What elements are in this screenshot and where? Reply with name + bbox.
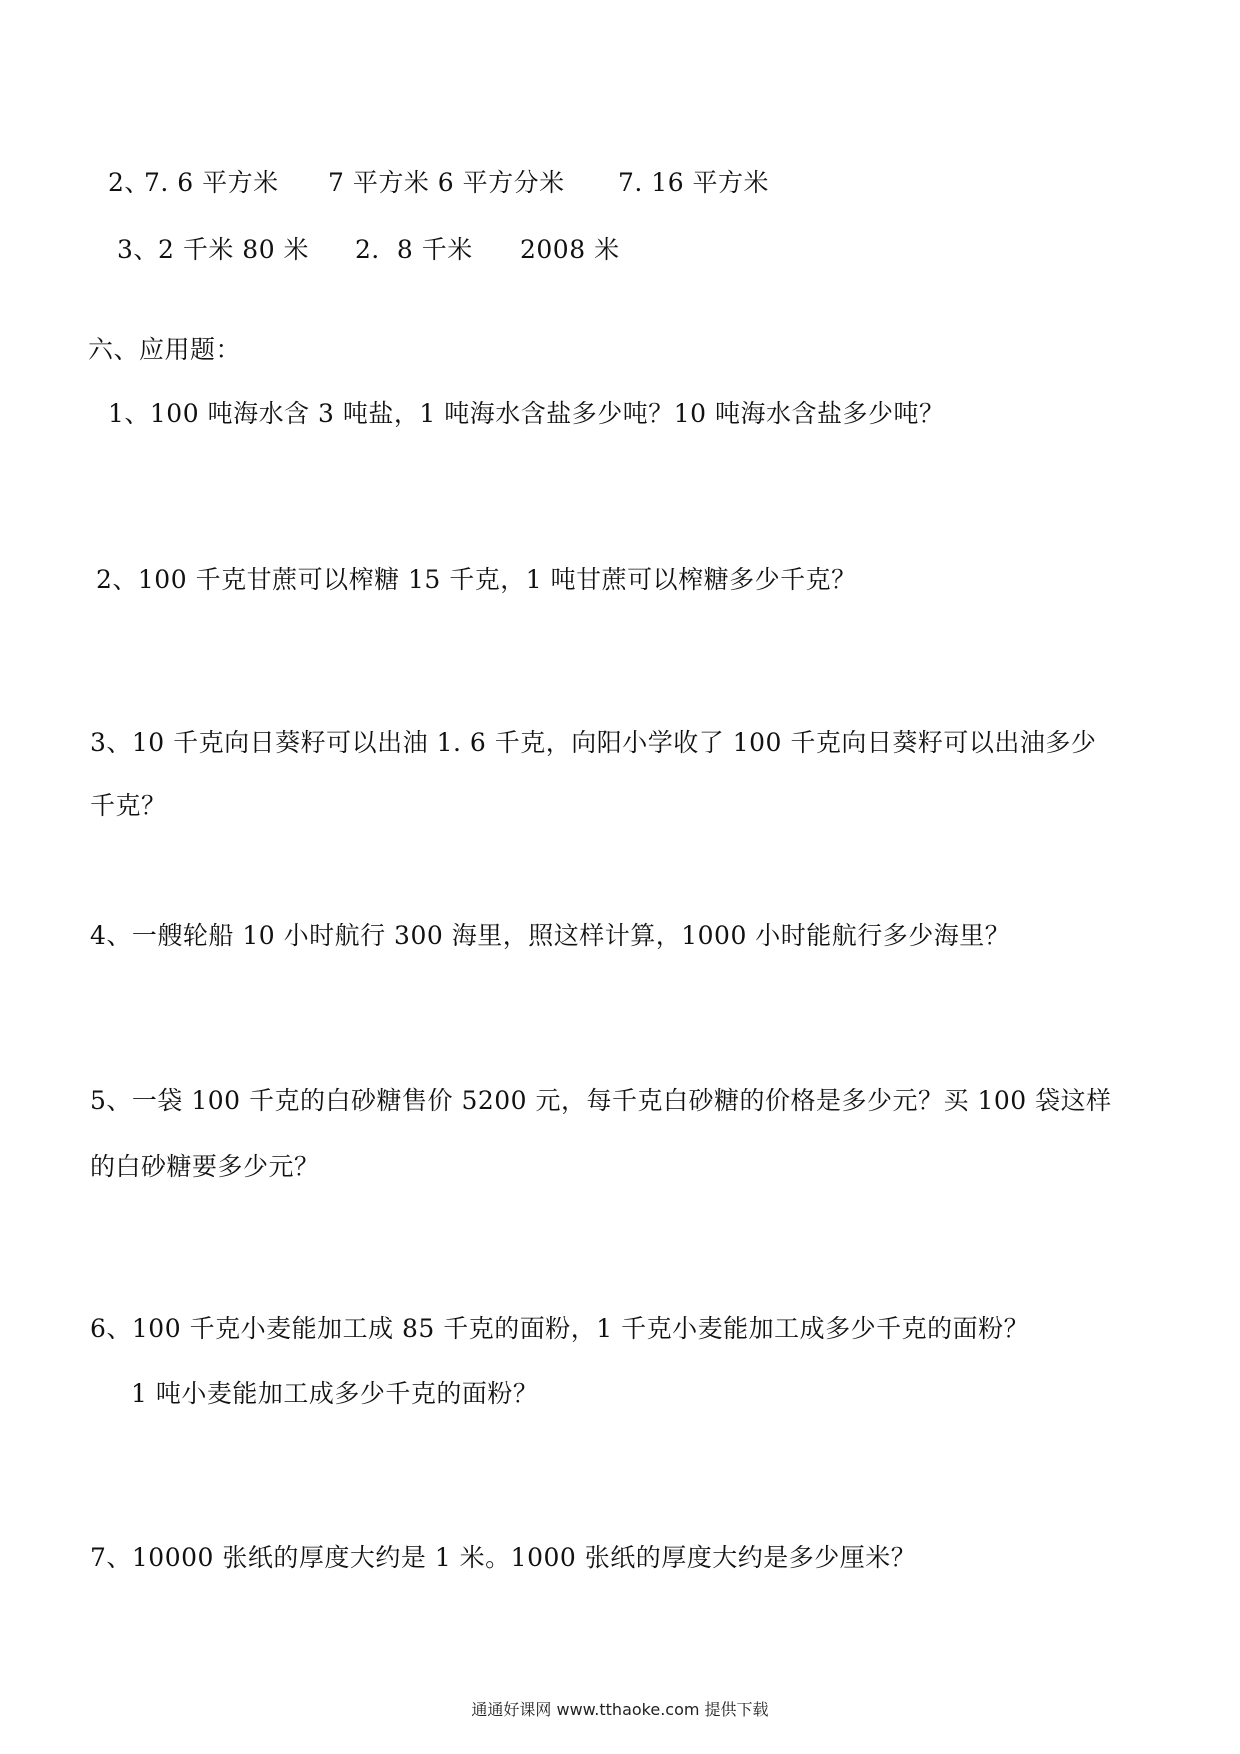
footer-source: 通通好课网 www.tthaoke.com 提供下载 xyxy=(471,1700,769,1719)
problem-4: 4、一艘轮船 10 小时航行 300 海里，照这样计算，1000 小时能航行多少海里？ xyxy=(90,921,1011,950)
section-title: 六、应用题： xyxy=(88,335,242,364)
problem-3: 3、10 千克向日葵籽可以出油 1. 6 千克，向阳小学收了 100 千克向日葵籽可以出油多少 xyxy=(90,728,1097,757)
compare-item-3-label: 3、 xyxy=(117,235,159,264)
problem-3-continued: 千克？ xyxy=(90,791,167,820)
compare-item-2-value-a: 7. 6 平方米 xyxy=(144,168,279,197)
problem-5-continued: 的白砂糖要多少元？ xyxy=(90,1152,320,1181)
problem-7: 7、10000 张纸的厚度大约是 1 米。1000 张纸的厚度大约是多少厘米？ xyxy=(90,1543,917,1572)
compare-item-2-value-b: 7 平方米 6 平方分米 xyxy=(328,168,565,197)
compare-item-2-label: 2、 xyxy=(108,168,150,197)
compare-item-3-value-c: 2008 米 xyxy=(520,235,620,264)
problem-6: 6、100 千克小麦能加工成 85 千克的面粉，1 千克小麦能加工成多少千克的面粉？ xyxy=(90,1314,1030,1343)
problem-1: 1、100 吨海水含 3 吨盐，1 吨海水含盐多少吨？10 吨海水含盐多少吨？ xyxy=(108,399,945,428)
problem-2: 2、100 千克甘蔗可以榨糖 15 千克，1 吨甘蔗可以榨糖多少千克？ xyxy=(96,565,857,594)
problem-6-continued: 1 吨小麦能加工成多少千克的面粉？ xyxy=(131,1379,539,1408)
compare-item-3-value-b: 2．8 千米 xyxy=(355,235,473,264)
compare-item-3-value-a: 2 千米 80 米 xyxy=(158,235,310,264)
compare-item-2-value-c: 7. 16 平方米 xyxy=(618,168,770,197)
problem-5: 5、一袋 100 千克的白砂糖售价 5200 元，每千克白砂糖的价格是多少元？买 100 袋这样 xyxy=(90,1086,1112,1115)
